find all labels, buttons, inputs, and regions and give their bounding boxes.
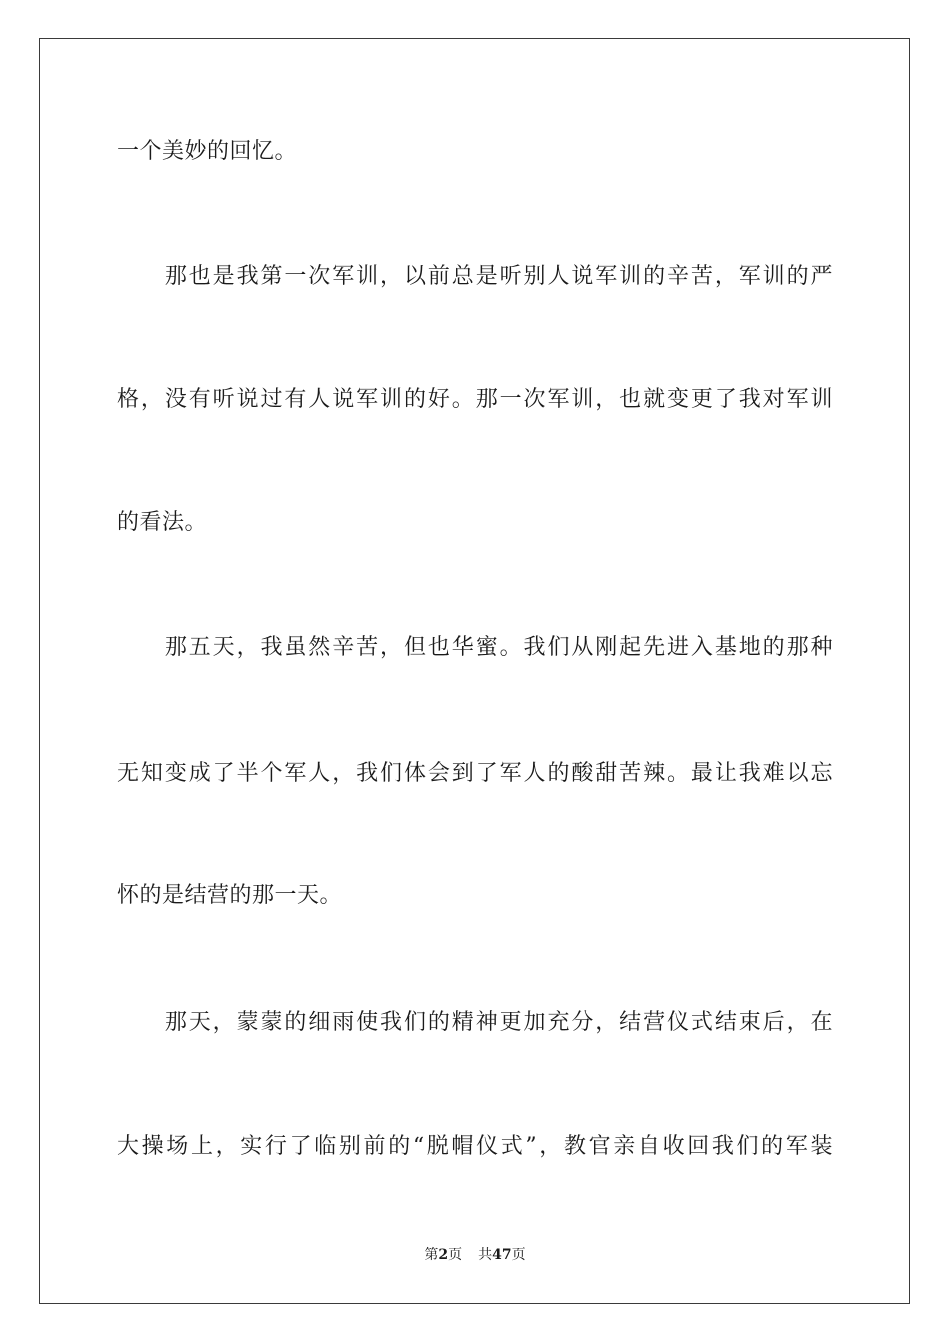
page-border	[39, 38, 910, 1304]
text-line-4: 的看法。	[117, 510, 208, 535]
total-pages: 47	[492, 1247, 512, 1263]
text-line-9: 大操场上，实行了临别前的“脱帽仪式”，教官亲自收回我们的军装	[117, 1134, 833, 1159]
text-line-2: 那也是我第一次军训，以前总是听别人说军训的辛苦，军训的严	[117, 264, 833, 289]
text-line-7: 怀的是结营的那一天。	[117, 883, 343, 908]
page-suffix: 页	[448, 1247, 463, 1263]
text-line-5: 那五天，我虽然辛苦，但也华蜜。我们从刚起先进入基地的那种	[117, 635, 833, 660]
text-line-6: 无知变成了半个军人，我们体会到了军人的酸甜苦辣。最让我难以忘	[117, 761, 833, 786]
total-suffix: 页	[511, 1247, 526, 1263]
text-line-1: 一个美妙的回忆。	[117, 139, 298, 164]
page-prefix: 第	[424, 1247, 439, 1263]
text-line-3: 格，没有听说过有人说军训的好。那一次军训，也就变更了我对军训	[117, 387, 833, 412]
total-prefix: 共	[478, 1247, 493, 1263]
page-number: 2	[438, 1247, 449, 1263]
page-footer	[0, 1246, 950, 1264]
text-line-8: 那天，蒙蒙的细雨使我们的精神更加充分，结营仪式结束后，在	[117, 1010, 833, 1035]
